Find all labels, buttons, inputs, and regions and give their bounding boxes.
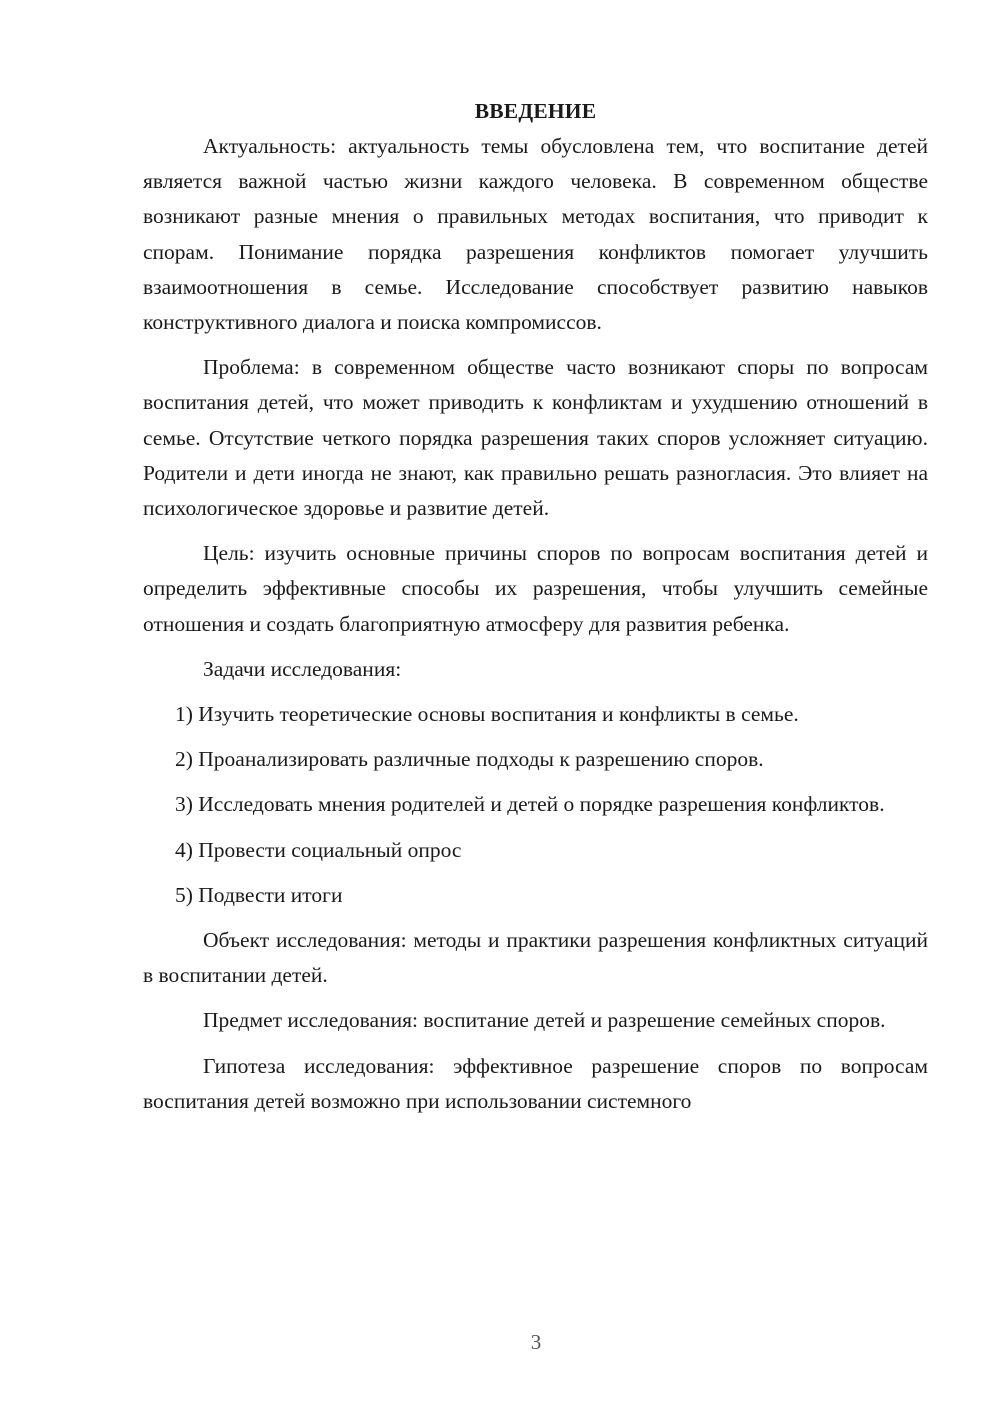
page-number: 3	[530, 1330, 542, 1354]
paragraph-object: Объект исследования: методы и практики разрешения конфликтных ситуаций в воспитании детей.	[143, 928, 928, 988]
task-item-5: 5) Подвести итоги	[175, 882, 343, 907]
task-item-4: 4) Провести социальный опрос	[175, 837, 462, 862]
task-item-3: 3) Исследовать мнения родителей и детей о порядке разрешения конфликтов.	[175, 792, 885, 817]
task-item-1: 1) Изучить теоретические основы воспитания и конфликты в семье.	[175, 702, 799, 727]
paragraph-hypothesis: Гипотеза исследования: эффективное разрешение споров по вопросам воспитания детей возможно при использовании системного	[143, 1053, 928, 1113]
paragraph-relevance: Актуальность: актуальность темы обусловлена тем, что воспитание детей является важной частью жизни каждого человека. В современном обществе возникают разные мнения о правильных методах воспитания, что приводит к спорам. Понимание порядка разрешения конфликтов помогает улучшить взаимоотношения в семье. Исследование способствует развитию навыков конструктивного диалога и поиска компромиссов.	[143, 134, 928, 335]
paragraph-problem: Проблема: в современном обществе часто возникают споры по вопросам воспитания детей, что может приводить к конфликтам и ухудшению отношений в семье. Отсутствие четкого порядка разрешения таких споров усложняет ситуацию. Родители и дети иногда не знают, как правильно решать разногласия. Это влияет на психологическое здоровье и развитие детей.	[143, 355, 928, 521]
paragraph-subject: Предмет исследования: воспитание детей и разрешение семейных споров.	[203, 1008, 886, 1033]
tasks-heading: Задачи исследования:	[203, 656, 402, 681]
document-page	[143, 94, 928, 1129]
section-title: ВВЕДЕНИЕ	[474, 99, 597, 123]
paragraph-goal: Цель: изучить основные причины споров по вопросам воспитания детей и определить эффективные способы их разрешения, чтобы улучшить семейные отношения и создать благоприятную атмосферу для развития ребенка.	[143, 541, 928, 636]
task-item-2: 2) Проанализировать различные подходы к разрешению споров.	[175, 747, 764, 772]
